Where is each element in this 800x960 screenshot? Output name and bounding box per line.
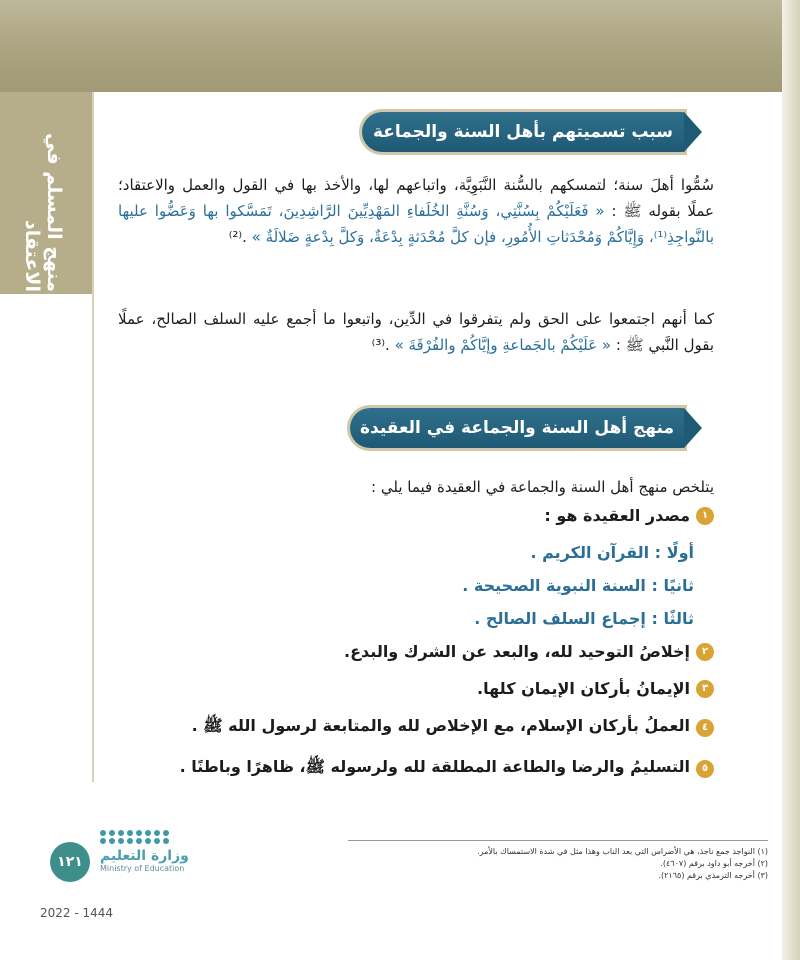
ministry-name-english: Ministry of Education — [100, 864, 185, 873]
list-intro: يتلخص منهج أهل السنة والجماعة في العقيدة فيما يلي : — [371, 478, 714, 496]
footnote-divider — [348, 840, 768, 841]
ministry-logo-icon — [100, 830, 190, 844]
paragraph-sunnah — [118, 172, 714, 250]
list-item-text: الإيمانُ بأركان الإيمان كلها. — [477, 679, 690, 698]
number-badge: ٤ — [696, 719, 714, 737]
page-number: ١٢١ — [50, 842, 90, 882]
list-item — [134, 757, 714, 780]
page-edge — [782, 0, 800, 960]
creed-list — [134, 478, 714, 798]
list-item — [134, 679, 714, 698]
footnote: (٣) أخرجه الترمذي برقم (٢١٦٥). — [658, 871, 768, 880]
section-heading-naming-reason: سبب تسميتهم بأهل السنة والجماعة — [362, 112, 684, 152]
paragraph-text: سُمُّوا أهلَ سنة؛ لتمسكهم بالسُّنة النَّبَوِيَّة، واتباعهم لها، والأخذ بها في القول والعمل والاعتقاد؛ عملًا بقوله ﷺ : — [118, 176, 714, 220]
list-item-text: إخلاصُ التوحيد لله، والبعد عن الشرك والبدع. — [344, 642, 690, 661]
number-badge: ٢ — [696, 643, 714, 661]
paragraph-text: كما أنهم اجتمعوا على الحق ولم يتفرقوا في الدِّين، واتبعوا ما أجمع عليه السلف الصالح، عملًا بقول النَّبي ﷺ : — [118, 310, 714, 354]
list-item — [134, 716, 714, 739]
source-item: ثالثًا : إجماع السلف الصالح . — [474, 609, 694, 628]
list-item-text: العملُ بأركان الإسلام، مع الإخلاص لله والمتابعة لرسول الله ﷺ . — [191, 716, 690, 735]
top-header-band — [0, 0, 800, 92]
footnote-ref: .⁽²⁾ — [228, 228, 252, 246]
source-item: ثانيًا : السنة النبوية الصحيحة . — [462, 576, 694, 595]
footnote: (١) النواجذ جمع ناجذ، هي الأضراس التي بعد الناب وهذا مثل في شدة الاستمساك بالأمر. — [477, 847, 768, 856]
list-item-text: التسليمُ والرضا والطاعة المطلقة لله ولرسوله ﷺ، ظاهرًا وباطنًا . — [179, 757, 690, 776]
number-badge: ٥ — [696, 760, 714, 778]
footnotes — [308, 846, 768, 882]
list-item — [134, 642, 714, 661]
number-badge: ٣ — [696, 680, 714, 698]
left-margin-rule — [92, 92, 94, 782]
section-heading-creed-methodology: منهج أهل السنة والجماعة في العقيدة — [350, 408, 684, 448]
list-item — [134, 506, 714, 525]
ministry-name-arabic: وزارة التعليم — [100, 848, 189, 864]
side-chapter-title: منهج المسلم في الاعتقاد — [21, 132, 65, 292]
number-badge: ١ — [696, 507, 714, 525]
paragraph-jamaah — [118, 306, 714, 358]
footnote: (٢) أخرجه أبو داود برقم (٤٦٠٧). — [660, 859, 768, 868]
edition-year: 2022 - 1444 — [40, 906, 114, 920]
list-item-text: مصدر العقيدة هو : — [544, 506, 690, 525]
ministry-logo — [100, 830, 190, 873]
hadith-quote: « فَعَلَيْكُمْ بِسُنَّتِي، وَسُنَّةِ الخُلَفاءِ المَهْدِيِّينَ الرَّاشِدِينَ، تَمَسَّكوا بها وَعَضُّوا عليها بالنَّواجِذِ⁽¹⁾، وَإِيَّاكُمْ وَمُحْدَثاتِ الأُمُورِ، فإن كلَّ مُحْدَثةٍ بِدْعَةٌ، وَكلَّ بِدْعةٍ ضَلالَةٌ » — [118, 202, 714, 246]
source-item: أولًا : القرآن الكريم . — [530, 543, 694, 562]
footnote-ref: .⁽³⁾ — [371, 336, 395, 354]
hadith-quote: « عَلَيْكُمْ بالجَماعةِ وإيَّاكُمْ والفُرْقَةَ » — [394, 336, 612, 354]
